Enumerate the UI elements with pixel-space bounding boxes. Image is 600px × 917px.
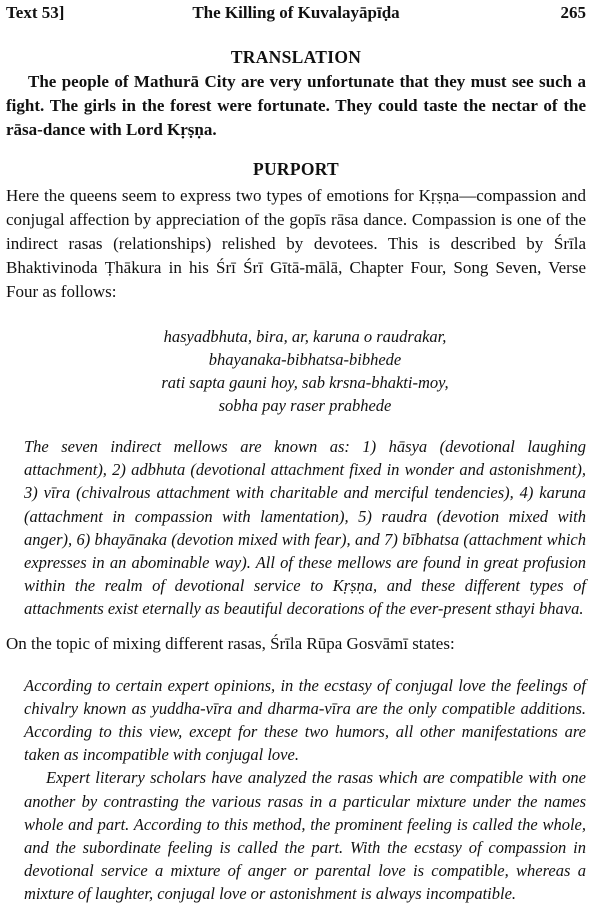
- page-number: 265: [560, 3, 586, 22]
- purport-heading: PURPORT: [252, 159, 340, 179]
- seven-mellows-quote: The seven indirect mellows are known as: 1) hāsya (devotional laughing attachment), 2) adbhuta (devotional attachment fixed in wonder and astonishment), 3) vīra (chivalrous attachment with charitable and merciful tendencies), 4) karuna (attachment in compassion with lamentation), 5) raudra (devotion mixed with anger), 6) bhayānaka (devotion mixed with fear), and 7) bībhatsa (attachment which expresses in an abominable way). All of these mellows are found in great profusion within the realm of devotional service to Kṛṣṇa, and these different types of attachments exist eternally as beautiful decorations of the ever-present sthayi bhava.: [24, 437, 586, 619]
- translation-heading: TRANSLATION: [230, 47, 362, 67]
- translation-text: The people of Mathurā City are very unfortunate that they must see such a fight. The girls in the forest were fortunate. They could taste the nectar of the rāsa-dance with Lord Kṛṣṇa.: [6, 72, 586, 139]
- verse-line: hasyadbhuta, bira, ar, karuna o raudrakar,: [163, 327, 447, 346]
- running-head: [6, 2, 586, 26]
- chapter-text-reference: Text 53]: [6, 3, 65, 22]
- rupa-gosvami-quote-part-1: According to certain expert opinions, in the ecstasy of conjugal love the feelings of chivalry known as yuddha-vīra and dharma-vīra are the only compatible additions. According to this view, except for these two humors, all other manifestations are taken as incompatible with conjugal love.: [24, 675, 586, 765]
- chapter-title: The Killing of Kuvalayāpīḍa: [192, 3, 400, 22]
- purport-intro-paragraph: Here the queens seem to express two types of emotions for Kṛṣṇa—compassion and conjugal affection by appreciation of the gopīs rāsa dance. Compassion is one of the indirect rasas (relationships) relished by devotees. This is described by Śrīla Bhaktivinoda Ṭhākura in his Śrī Śrī Gītā-mālā, Chapter Four, Song Seven, Verse Four as follows:: [6, 186, 586, 301]
- rupa-gosvami-intro-line: On the topic of mixing different rasas, Śrīla Rūpa Gosvāmī states:: [6, 633, 455, 653]
- verse-line: rati sapta gauni hoy, sab krsna-bhakti-moy,: [161, 373, 449, 392]
- verse-line: sobha pay raser prabhede: [218, 396, 392, 415]
- verse-line: bhayanaka-bibhatsa-bibhede: [208, 350, 402, 369]
- rupa-gosvami-quote-part-2: Expert literary scholars have analyzed the rasas which are compatible with one another by contrasting the various rasas in a particular mixture under the names whole and part. According to this method, the prominent feeling is called the whole, and the subordinate feeling is called the part. With the ecstasy of compassion in devotional service a mixture of anger or parental love is compatible, whereas a mixture of laughter, conjugal love or astonishment is always incompatible.: [24, 768, 586, 904]
- bengali-verse: [24, 325, 586, 417]
